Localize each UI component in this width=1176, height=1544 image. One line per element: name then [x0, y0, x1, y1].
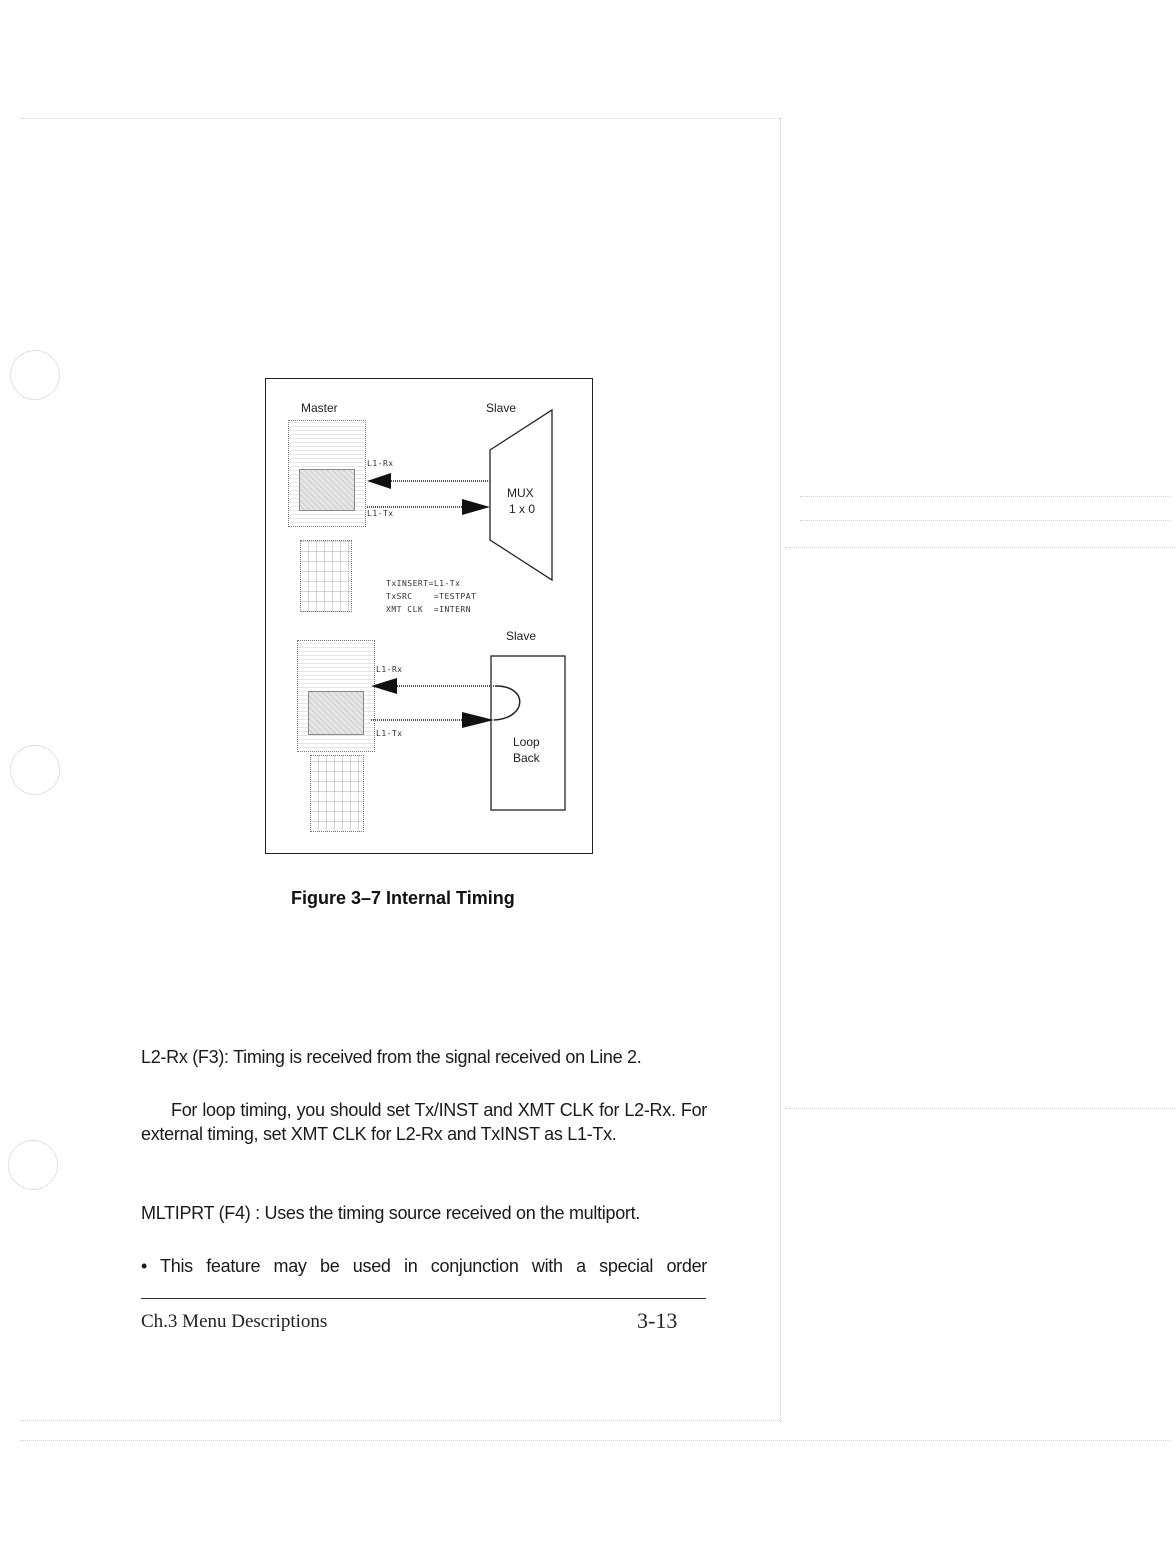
- scan-edge-right: [780, 118, 781, 1422]
- mux-label-1: MUX: [507, 486, 534, 500]
- scan-edge-bottom: [20, 1420, 780, 1421]
- setting-line-3: XMT CLK =INTERN: [386, 605, 472, 614]
- scan-mark-right-4: [785, 1108, 1175, 1109]
- keypad-top: [300, 540, 352, 612]
- master-label: Master: [301, 401, 338, 415]
- paragraph-loop-timing: For loop timing, you should set Tx/INST and XMT CLK for L2-Rx. For external timing, set XMT CLK for L2-Rx and TxINST as L1-Tx.: [141, 1100, 707, 1144]
- page-number: 3-13: [637, 1308, 678, 1333]
- device-screen: [308, 691, 364, 735]
- slave-bottom-label: Slave: [506, 629, 537, 643]
- paragraph-l2-rx: L2-Rx (F3): Timing is received from the signal received on Line 2.: [141, 1047, 642, 1067]
- scan-mark-right-2: [800, 520, 1170, 521]
- master-test-set-bottom: [297, 640, 375, 752]
- punch-hole-3: [8, 1140, 58, 1190]
- device-screen: [299, 469, 355, 511]
- paragraph-mltiprt: MLTIPRT (F4) : Uses the timing source received on the multiport.: [141, 1203, 640, 1223]
- footer-chapter: Ch.3 Menu Descriptions: [141, 1311, 328, 1332]
- scan-mark-right-1: [800, 496, 1170, 497]
- mux-label-2: 1 x 0: [509, 502, 536, 516]
- master-test-set-top: [288, 420, 366, 527]
- figure-caption: Figure 3–7 Internal Timing: [291, 888, 515, 908]
- bottom-tx-label: L1-Tx: [376, 729, 403, 738]
- setting-line-2: TxSRC =TESTPAT: [386, 592, 477, 601]
- footer-rule: [141, 1298, 706, 1299]
- paragraph-bullet: • This feature may be used in conjunction with a special order: [141, 1256, 707, 1276]
- top-rx-label: L1-Rx: [367, 459, 394, 468]
- scan-mark-right-3: [785, 547, 1175, 548]
- scan-edge-top: [20, 118, 780, 119]
- punch-hole-1: [10, 350, 60, 400]
- loop-label-1: Loop: [513, 735, 540, 749]
- top-tx-label: L1-Tx: [367, 509, 394, 518]
- keypad-bottom: [310, 755, 364, 832]
- slave-top-label: Slave: [486, 401, 517, 415]
- setting-line-1: TxINSERT=L1-Tx: [386, 579, 461, 588]
- punch-hole-2: [10, 745, 60, 795]
- bottom-rx-label: L1-Rx: [376, 665, 403, 674]
- loop-label-2: Back: [513, 751, 540, 765]
- scan-edge-bottom-2: [20, 1440, 1170, 1441]
